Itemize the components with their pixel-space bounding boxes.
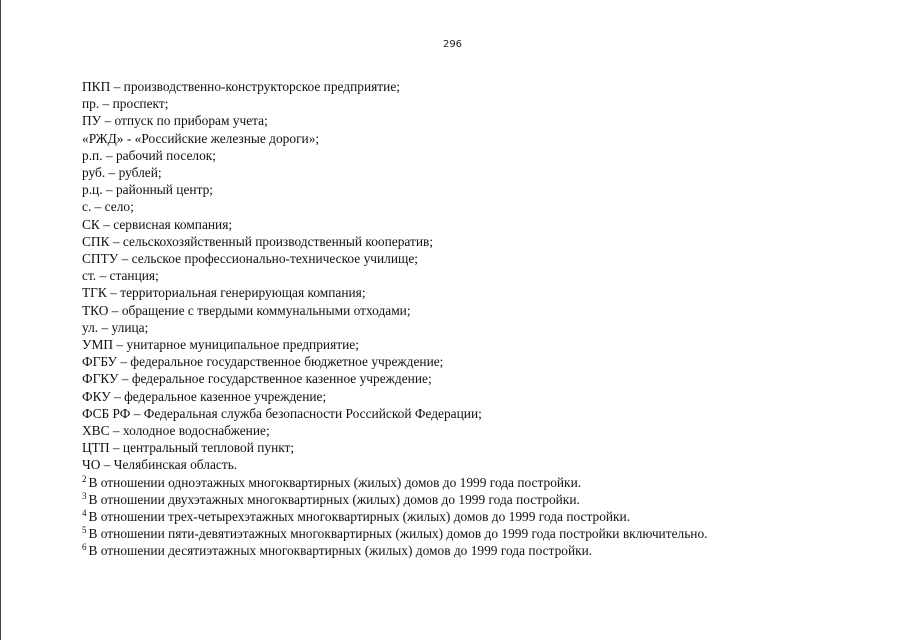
abbreviation-line: ПКП – производственно-конструкторское предприятие; [82, 79, 400, 94]
abbreviation-line: СК – сервисная компания; [82, 216, 233, 232]
footnote-mark: 2 [82, 473, 87, 484]
footnote-text: В отношении трех-четырехэтажных многоквартирных (жилых) домов до 1999 года постройки. [88, 509, 631, 525]
abbreviation-line: ФГКУ – федеральное государственное казенное учреждение; [82, 371, 432, 387]
abbreviation-line: ХВС – холодное водоснабжение; [82, 423, 270, 439]
abbreviation-line: ст. – станция; [82, 268, 159, 284]
abbreviation-line: СПТУ – сельское профессионально-техническое училище; [82, 251, 419, 267]
abbreviation-line: ФСБ РФ – Федеральная служба безопасности Российской Федерации; [82, 405, 482, 421]
abbreviation-line: пр. – проспект; [82, 96, 169, 112]
abbreviation-line: ФГБУ – федеральное государственное бюджетное учреждение; [82, 354, 444, 370]
abbreviation-line: ФКУ – федеральное казенное учреждение; [82, 388, 327, 404]
footnote-mark: 5 [82, 525, 87, 536]
footnote-mark: 6 [82, 542, 87, 553]
document-body [82, 78, 882, 560]
abbreviation-line: ул. – улица; [82, 319, 149, 335]
page-left-edge [0, 0, 1, 640]
abbreviation-line: ТГК – территориальная генерирующая компания; [82, 285, 366, 301]
footnote-text: В отношении одноэтажных многоквартирных (жилых) домов до 1999 года постройки. [88, 474, 582, 490]
abbreviation-line: «РЖД» - «Российские железные дороги»; [82, 130, 320, 146]
abbreviation-line: ПУ – отпуск по приборам учета; [82, 113, 268, 129]
abbreviation-line: ТКО – обращение с твердыми коммунальными отходами; [82, 302, 411, 318]
footnote-mark: 4 [82, 508, 87, 519]
abbreviation-line: р.ц. – районный центр; [82, 182, 213, 198]
footnote-text: В отношении десятиэтажных многоквартирных (жилых) домов до 1999 года постройки. [88, 543, 593, 559]
page-number: 296 [442, 39, 463, 50]
abbreviation-line: с. – село; [82, 199, 134, 215]
abbreviation-line: р.п. – рабочий поселок; [82, 147, 217, 163]
abbreviation-line: СПК – сельскохозяйственный производственный кооператив; [82, 233, 434, 249]
footnote [82, 491, 882, 508]
abbreviation-line: ЦТП – центральный тепловой пункт; [82, 440, 295, 456]
footnote [82, 474, 882, 491]
footnote [82, 508, 882, 525]
abbreviation-line: руб. – рублей; [82, 165, 162, 181]
footnote-text: В отношении пяти-девятиэтажных многоквартирных (жилых) домов до 1999 года постройки включительно. [88, 526, 708, 542]
footnote [82, 525, 882, 542]
footnote-mark: 3 [82, 490, 87, 501]
abbreviation-line: ЧО – Челябинская область. [82, 457, 238, 473]
footnote-text: В отношении двухэтажных многоквартирных (жилых) домов до 1999 года постройки. [88, 491, 580, 507]
footnote [82, 542, 882, 559]
abbreviation-line: УМП – унитарное муниципальное предприятие; [82, 337, 359, 353]
